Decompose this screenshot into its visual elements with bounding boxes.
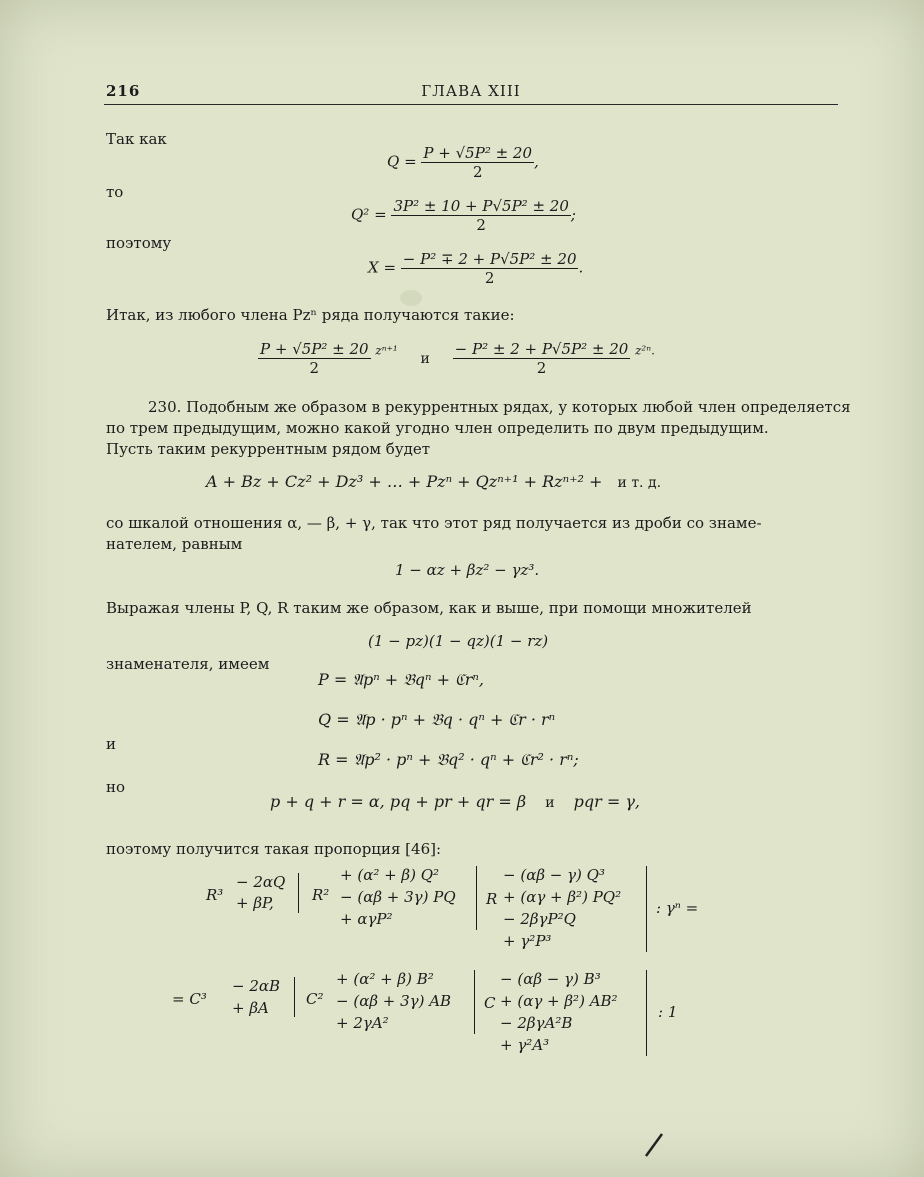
p2-C2: C² <box>306 990 324 1008</box>
equation-q: Q = $\frac{\text{P + √5P² ± 20}}{2}$ , <box>387 144 539 181</box>
paragraph-proportion: поэтому получится такая пропорция [46]: <box>106 840 442 858</box>
eq-q2-fraction <box>391 197 570 234</box>
p2-C3: = C³ <box>172 990 207 1008</box>
p1-R: R <box>486 890 498 908</box>
eq-x-denominator: 2 <box>484 269 495 287</box>
p1-d2: − (αβ + 3γ) PQ <box>340 888 456 906</box>
term1-fraction <box>258 340 371 377</box>
equation-R: R = 𝔄p² · pⁿ + 𝔅q² · qⁿ + ℭr² · rⁿ; <box>318 750 579 769</box>
p2-end: : 1 <box>658 1003 678 1021</box>
p2-f3: − 2βγA²B <box>500 1014 573 1032</box>
p2-f2: + (αγ + β²) AB² <box>500 992 618 1010</box>
p1-d3: + αγP² <box>340 910 393 928</box>
p2-f1: − (αβ − γ) B³ <box>500 970 601 988</box>
term2-exponent: z²ⁿ. <box>635 343 655 358</box>
p1-b1: − 2αQ <box>236 873 286 891</box>
eq-q-lhs: Q = <box>387 152 417 171</box>
page-number: 216 <box>106 82 141 100</box>
p1-f4: + γ²P³ <box>503 932 552 950</box>
paragraph-230-line3: Пусть таким рекуррентным рядом будет <box>106 440 431 458</box>
term2-denominator: 2 <box>536 359 547 377</box>
paragraph-vyrazhaya: Выражая члены P, Q, R таким же образом, как и выше, при помощи множителей <box>106 599 752 617</box>
equation-denominator: 1 − αz + βz² − γz³. <box>395 561 540 579</box>
p1-R3: R³ <box>206 886 224 904</box>
equation-x: X = $\frac{\text{− P² ∓ 2 + P√5P² ± 20}}{2}$ . <box>368 250 584 287</box>
term1-denominator: 2 <box>309 359 320 377</box>
p1-end: : γⁿ = <box>656 899 699 917</box>
paragraph-230-line1: 230. Подобным же образом в рекуррентных рядах, у которых любой член определяется <box>148 398 851 416</box>
p2-f4: + γ²A³ <box>500 1036 550 1054</box>
p2-C: C <box>484 994 496 1012</box>
p1-f3: − 2βγP²Q <box>503 910 576 928</box>
p1-f1: − (αβ − γ) Q³ <box>503 866 605 884</box>
chapter-title: ГЛАВА XIII <box>421 82 521 100</box>
equation-two-terms <box>258 340 655 377</box>
paragraph-itak: Итак, из любого члена Pzⁿ ряда получаются такие: <box>106 306 515 324</box>
equation-sums <box>270 792 640 811</box>
conjunction-i-2: и <box>545 795 555 811</box>
product-expression: pqr = γ, <box>573 792 640 811</box>
label-i: и <box>106 735 116 753</box>
p1-brace-2 <box>476 866 477 930</box>
equation-P: P = 𝔄pⁿ + 𝔅qⁿ + ℭrⁿ, <box>318 670 484 689</box>
p2-b2: + βA <box>232 999 269 1017</box>
equation-Q: Q = 𝔄p · pⁿ + 𝔅q · qⁿ + ℭr · rⁿ <box>318 710 556 729</box>
p1-f2: + (αγ + β²) PQ² <box>503 888 622 906</box>
label-poetomu: поэтому <box>106 234 172 252</box>
p2-brace-1 <box>294 977 295 1017</box>
term1-exponent: zⁿ⁺¹ <box>375 343 398 358</box>
sums-expression: p + q + r = α, pq + pr + qr = β <box>270 792 527 811</box>
p2-d3: + 2γA² <box>336 1014 389 1032</box>
paragraph-znam: знаменателя, имеем <box>106 655 270 673</box>
label-to: то <box>106 183 124 201</box>
p2-brace-3 <box>646 970 647 1056</box>
p2-d1: + (α² + β) B² <box>336 970 434 988</box>
paper-stain <box>400 290 422 306</box>
conjunction-i: и <box>420 350 430 367</box>
p2-b1: − 2αB <box>232 977 281 995</box>
paragraph-scale-line2: нателем, равным <box>106 535 243 553</box>
eq-q-denominator: 2 <box>472 163 483 181</box>
paragraph-scale-line1: со шкалой отношения α, — β, + γ, так что этот ряд получается из дроби со знаме- <box>106 514 762 532</box>
pencil-mark <box>640 1120 670 1160</box>
eq-x-fraction <box>401 250 579 287</box>
series-expression: A + Bz + Cz² + Dz³ + … + Pzⁿ + Qzⁿ⁺¹ + Rzⁿ⁺² + <box>206 472 603 491</box>
eq-q-fraction <box>421 144 534 181</box>
p1-brace-3 <box>646 866 647 952</box>
label-no: но <box>106 778 126 796</box>
eq-q2-numerator: 3P² ± 10 + P√5P² ± 20 <box>393 197 569 215</box>
label-tak-kak: Так как <box>106 130 167 148</box>
p1-R2: R² <box>312 886 330 904</box>
p1-d1: + (α² + β) Q² <box>340 866 440 884</box>
eq-q-numerator: P + √5P² ± 20 <box>423 144 533 162</box>
term2-numerator: − P² ± 2 + P√5P² ± 20 <box>454 340 629 358</box>
p1-brace-1 <box>298 873 299 913</box>
eq-q2-lhs: Q² = <box>351 205 387 224</box>
series-etc: и т. д. <box>617 475 662 491</box>
p1-b2: + βP, <box>236 894 274 912</box>
term1-numerator: P + √5P² ± 20 <box>260 340 369 358</box>
equation-series <box>206 472 661 491</box>
eq-x-numerator: − P² ∓ 2 + P√5P² ± 20 <box>402 250 577 268</box>
paragraph-230-line2: по трем предыдущим, можно какой угодно член определить по двум предыдущим. <box>106 419 769 437</box>
running-header <box>104 82 838 105</box>
term2-fraction <box>453 340 631 377</box>
p2-brace-2 <box>474 970 475 1034</box>
eq-q2-denominator: 2 <box>476 216 486 234</box>
eq-x-lhs: X = <box>368 258 397 277</box>
equation-factors: (1 − pz)(1 − qz)(1 − rz) <box>368 632 549 650</box>
p2-d2: − (αβ + 3γ) AB <box>336 992 452 1010</box>
equation-q2: Q² = $\frac{\text{3P² ± 10 + P√5P² ± 20}}{2}$ ; <box>351 197 576 234</box>
